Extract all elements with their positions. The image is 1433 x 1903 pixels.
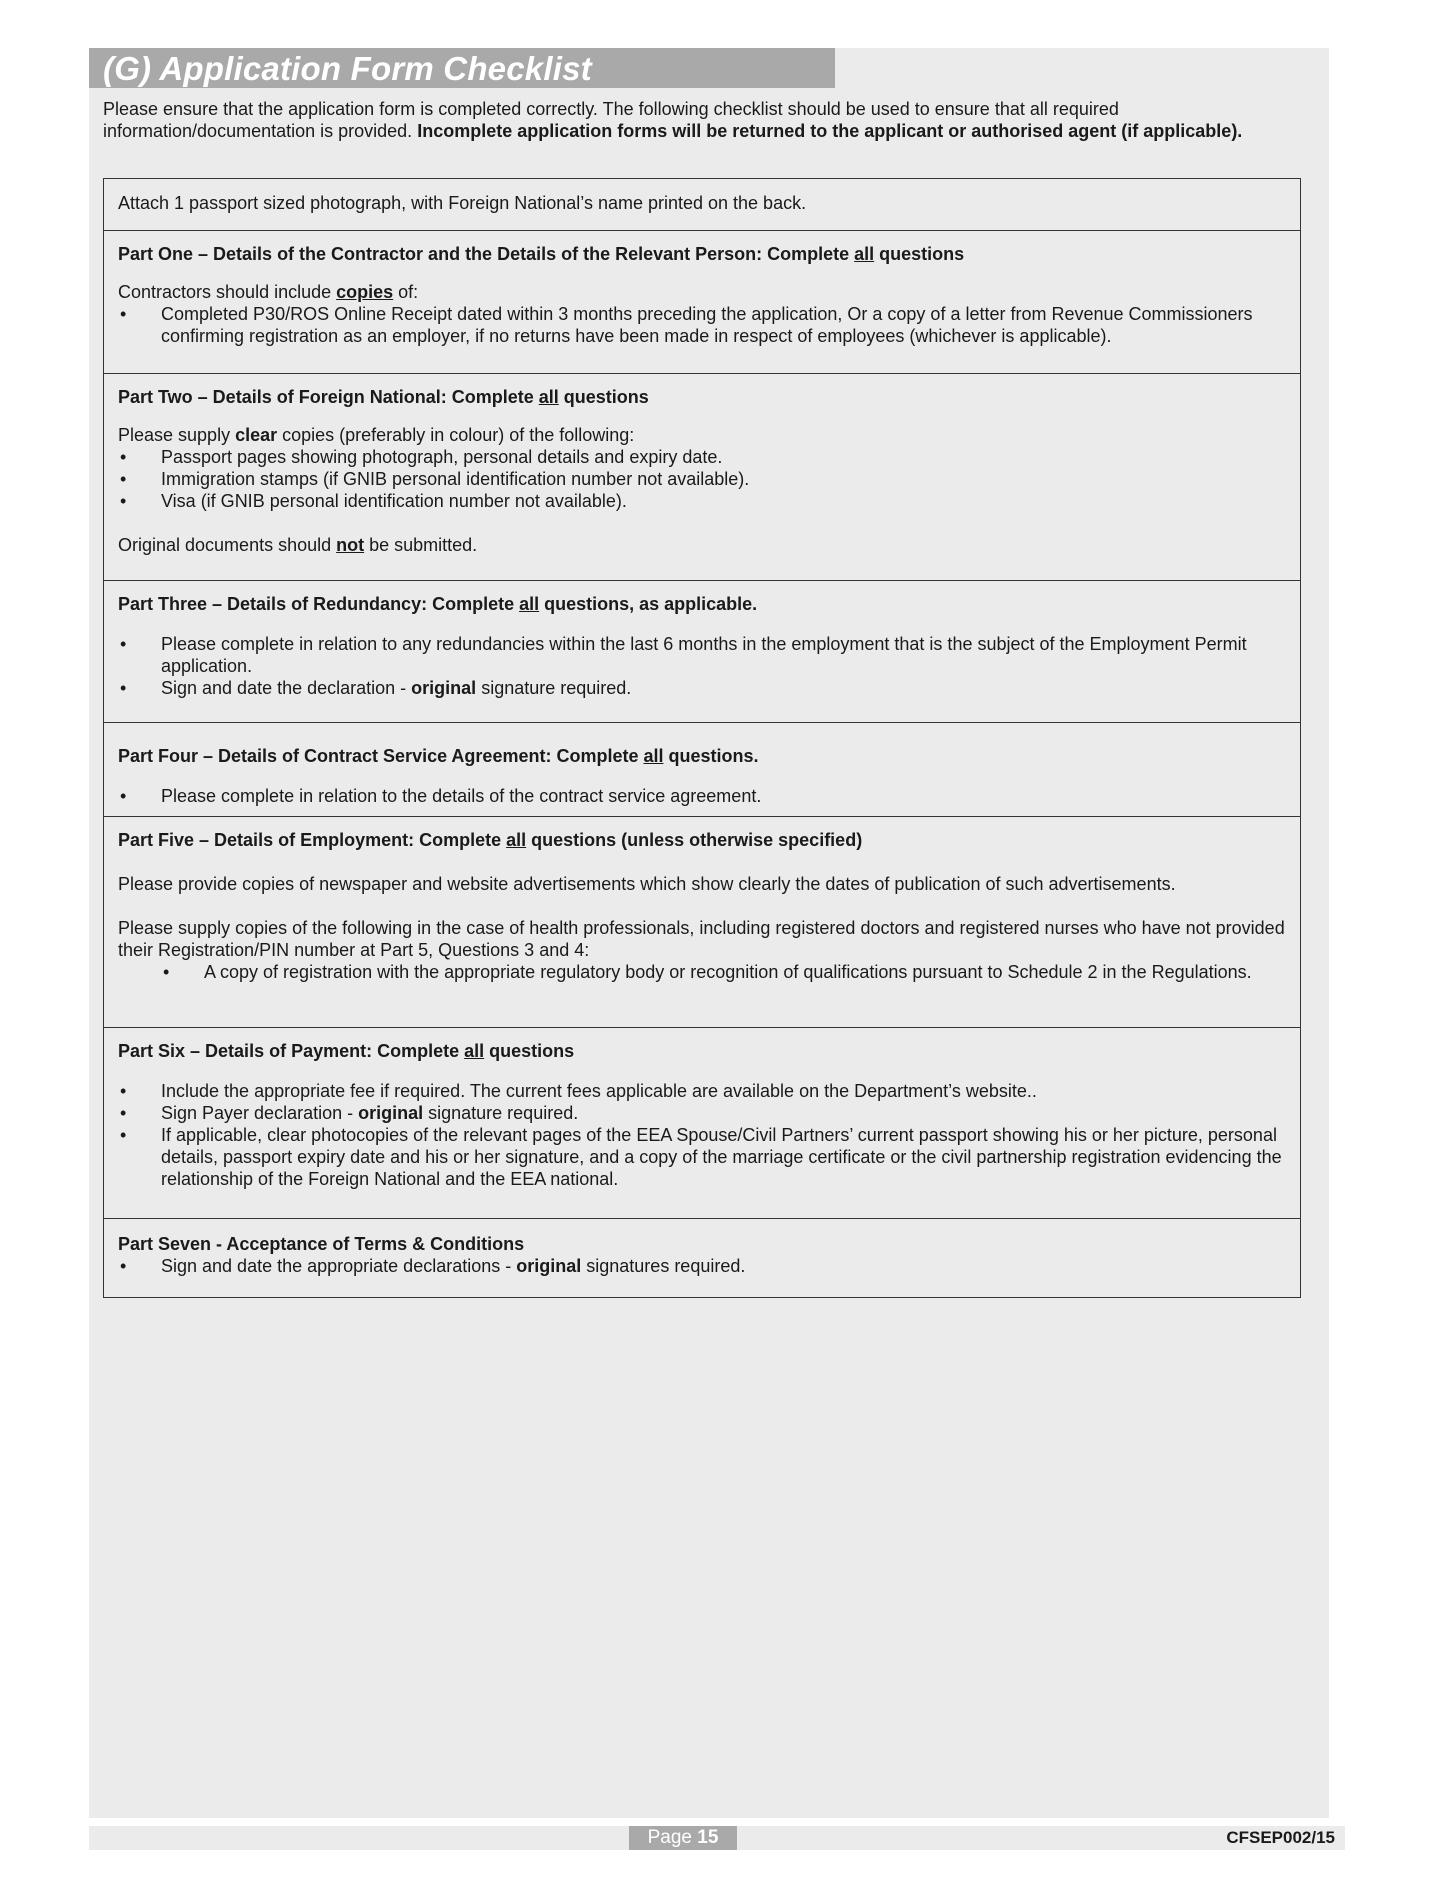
page-label: Page <box>647 1827 692 1848</box>
intro-paragraph <box>103 98 1283 142</box>
part-one-lead: Contractors should include copies of: <box>118 282 419 302</box>
list-item: • Passport pages showing photograph, personal details and expiry date. <box>118 446 1286 468</box>
page-number-box <box>629 1826 737 1850</box>
section-title-bar <box>89 48 835 88</box>
page-title: (G) Application Form Checklist <box>103 50 592 87</box>
form-code: CFSEP002/15 <box>1226 1828 1335 1847</box>
part-four-heading: Part Four – Details of Contract Service Agreement: Complete all questions. <box>118 746 759 766</box>
list-item: • Please complete in relation to the details of the contract service agreement. <box>118 785 1286 807</box>
document-page <box>89 48 1329 1818</box>
part-five-para2: Please supply copies of the following in the case of health professionals, including registered doctors and registered nurses who have not provided their Registration/PIN number at Part 5, Questions 3 and 4: <box>118 918 1285 960</box>
list-item: • Sign and date the declaration - original signature required. <box>118 677 1286 699</box>
list-item: • Immigration stamps (if GNIB personal identification number not available). <box>118 468 1286 490</box>
list-item: • Please complete in relation to any redundancies within the last 6 months in the employment that is the subject of the Employment Permit application. <box>118 633 1286 677</box>
part-three-section <box>104 581 1300 723</box>
list-item: • Completed P30/ROS Online Receipt dated within 3 months preceding the application, Or a copy of a letter from Revenue Commissioners confirming registration as an employer, if no returns have been made in respect of employees (whichever is applicable). <box>118 303 1286 347</box>
part-five-section <box>104 817 1300 1028</box>
part-six-heading: Part Six – Details of Payment: Complete all questions <box>118 1041 575 1061</box>
photo-section <box>104 179 1300 231</box>
checklist-table <box>103 178 1301 1298</box>
part-one-section <box>104 231 1300 374</box>
page-footer <box>89 1826 1345 1850</box>
part-seven-section <box>104 1219 1300 1297</box>
list-item: • A copy of registration with the appropriate regulatory body or recognition of qualifications pursuant to Schedule 2 in the Regulations. <box>118 961 1286 983</box>
part-seven-heading: Part Seven - Acceptance of Terms & Conditions <box>118 1234 525 1254</box>
part-six-section <box>104 1028 1300 1219</box>
part-two-lead: Please supply clear copies (preferably in colour) of the following: <box>118 425 635 445</box>
part-two-section <box>104 374 1300 581</box>
part-two-note: Original documents should not be submitted. <box>118 535 478 555</box>
intro-text: Please ensure that the application form is completed correctly. The following checklist should be used to ensure that all required information/documentation is provided. <box>103 99 1119 141</box>
part-five-heading: Part Five – Details of Employment: Complete all questions (unless otherwise specified) <box>118 830 863 850</box>
list-item: • Sign and date the appropriate declarations - original signatures required. <box>118 1255 1286 1277</box>
list-item: • Visa (if GNIB personal identification number not available). <box>118 490 1286 512</box>
list-item: • Sign Payer declaration - original signature required. <box>118 1102 1286 1124</box>
photo-instruction: Attach 1 passport sized photograph, with Foreign National’s name printed on the back. <box>118 193 807 213</box>
intro-bold-text: Incomplete application forms will be returned to the applicant or authorised agent (if applicable). <box>417 121 1243 141</box>
part-five-para1: Please provide copies of newspaper and website advertisements which show clearly the dates of publication of such advertisements. <box>118 874 1176 894</box>
part-three-heading: Part Three – Details of Redundancy: Complete all questions, as applicable. <box>118 594 758 614</box>
list-item: • If applicable, clear photocopies of the relevant pages of the EEA Spouse/Civil Partners’ current passport showing his or her picture, personal details, passport expiry date and his or her signature, and a copy of the marriage certificate or the civil partnership registration evidencing the relationship of the Foreign National and the EEA national. <box>118 1124 1286 1190</box>
part-four-section <box>104 723 1300 817</box>
page-number: 15 <box>697 1827 719 1848</box>
part-two-heading: Part Two – Details of Foreign National: Complete all questions <box>118 387 649 407</box>
list-item: • Include the appropriate fee if required. The current fees applicable are available on the Department’s website.. <box>118 1080 1286 1102</box>
part-one-heading: Part One – Details of the Contractor and the Details of the Relevant Person: Complete all questions <box>118 244 965 264</box>
